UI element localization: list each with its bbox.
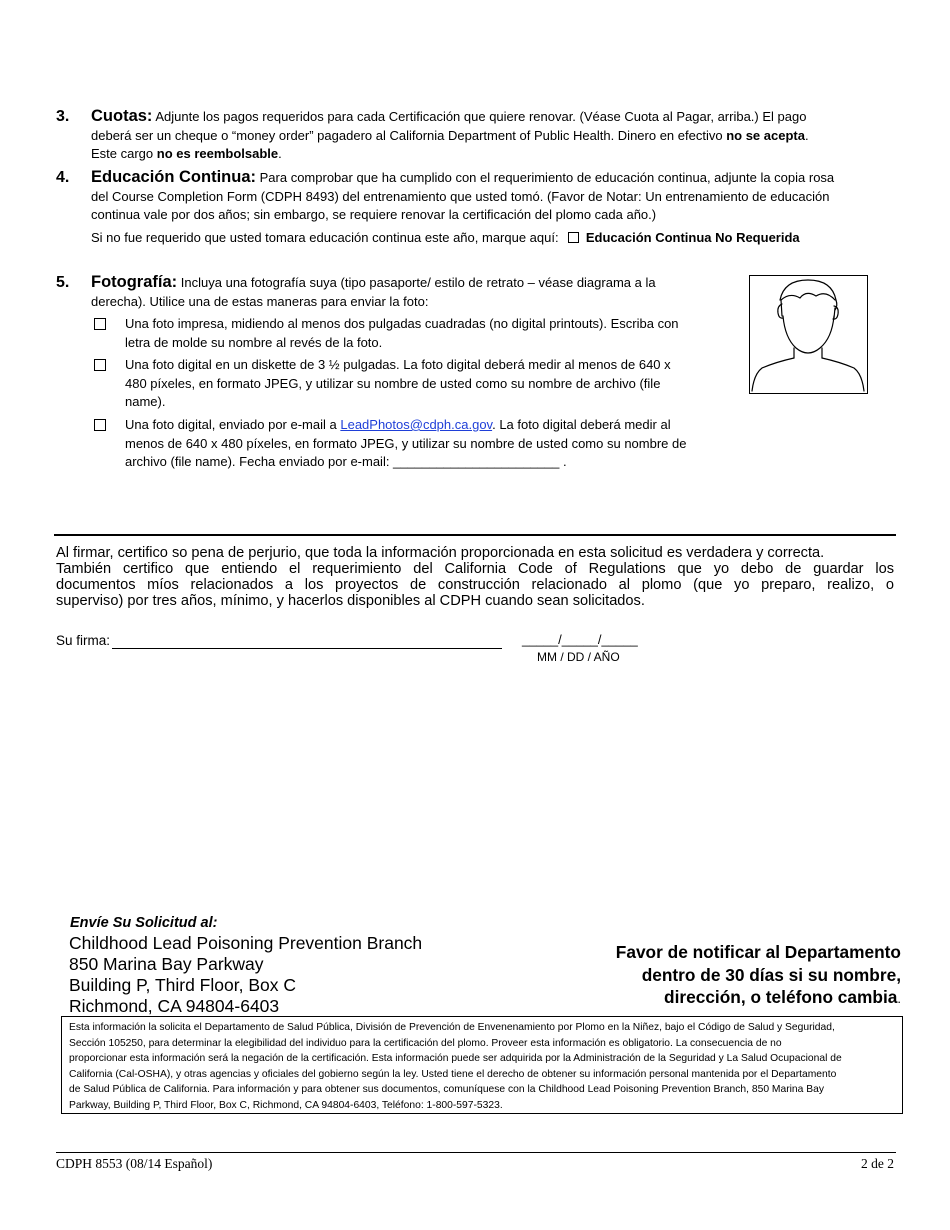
change-notice	[560, 941, 901, 1011]
photo-option-diskette-line-1: Una foto digital en un diskette de 3 ½ pulgadas. La foto digital deberá medir al menos de 640 x	[125, 357, 671, 372]
ce-not-required-label: Educación Continua No Requerida	[585, 230, 800, 245]
certification-line-4: superviso) por tres años, mínimo, y hacerlos disponibles al CDPH cuando sean solicitados.	[56, 593, 645, 609]
certification-line-3: documentos míos relacionados a los proyectos de construcción relacionado al plomo (que yo preparo, realizo, o	[56, 577, 894, 593]
photo-email-link[interactable]: LeadPhotos@cdph.ca.gov	[340, 417, 493, 432]
portrait-icon	[750, 276, 866, 392]
privacy-line-1: Esta información la solicita el Departamento de Salud Pública, División de Prevención de Envenenamiento por Plomo en la Niñez, bajo el Código de Salud y Seguridad,	[69, 1022, 835, 1033]
certification-statement	[56, 545, 894, 609]
address-line-4: Richmond, CA 94804-6403	[69, 996, 280, 1016]
section-5-text-2: derecha). Utilice una de estas maneras para enviar la foto:	[91, 293, 429, 309]
section-5-title: Fotografía:	[91, 273, 178, 291]
address-line-1: Childhood Lead Poisoning Prevention Branch	[69, 933, 423, 953]
photo-option-email-checkbox[interactable]	[94, 419, 106, 431]
footer-rule	[56, 1152, 896, 1153]
change-notice-line-3: dirección, o teléfono cambia	[664, 987, 898, 1007]
photo-option-email-line-3: archivo (file name). Fecha enviado por e-mail: _______________________ .	[125, 454, 567, 469]
photo-option-printed-line-1: Una foto impresa, midiendo al menos dos pulgadas cuadradas (no digital printouts). Escriba con	[125, 316, 679, 331]
privacy-line-6: Parkway, Building P, Third Floor, Box C, Richmond, CA 94804-6403, Teléfono: 1-800-597-5323.	[69, 1099, 503, 1111]
section-4-number: 4.	[56, 169, 70, 186]
section-4-text-2: del Course Completion Form (CDPH 8493) del entrenamiento que usted tomó. (Favor de Notar: Un entrenamiento de educación	[91, 188, 830, 204]
section-divider	[54, 534, 896, 536]
photo-option-printed	[125, 315, 679, 352]
section-3-text-2a: deberá ser un cheque o “money order” pagadero al California Department of Public Health. Dinero en efectivo	[91, 127, 727, 143]
ce-question: Si no fue requerido que usted tomara educación continua este año, marque aquí:	[91, 230, 559, 245]
signature-field[interactable]	[112, 633, 502, 649]
privacy-notice	[69, 1020, 842, 1113]
ce-not-required-checkbox[interactable]	[568, 232, 579, 243]
change-notice-line-1: Favor de notificar al Departamento	[615, 942, 901, 962]
section-5-text-1: Incluya una fotografía suya (tipo pasaporte/ estilo de retrato – véase diagrama a la	[180, 275, 656, 290]
photo-option-diskette-checkbox[interactable]	[94, 359, 106, 371]
section-3-text-1: Adjunte los pagos requeridos para cada Certificación que quiere renovar. (Véase Cuota al Pagar, arriba.) El pago	[155, 109, 807, 124]
photo-option-printed-line-2: letra de molde su nombre al revés de la foto.	[125, 334, 383, 350]
section-4-block	[91, 168, 896, 225]
date-caption: MM / DD / AÑO	[537, 650, 620, 664]
section-3-title: Cuotas:	[91, 107, 153, 125]
certification-line-1: Al firmar, certifico so pena de perjurio, que toda la información proporcionada en esta solicitud es verdadera y correcta.	[56, 545, 825, 561]
section-3-block	[91, 107, 896, 164]
privacy-line-5: de Salud Pública de California. Para información y para obtener sus documentos, comuníquese con la Childhood Lead Poisoning Prevention Branch, 850 Marina Bay	[69, 1084, 824, 1095]
section-3-text-2c: .	[804, 127, 809, 143]
photo-option-email-line-2: menos de 640 x 480 píxeles, en formato JPEG, y utilizar su nombre de usted como su nombre de	[125, 435, 687, 451]
address-line-2: 850 Marina Bay Parkway	[69, 954, 264, 974]
photo-option-diskette-line-2: 480 píxeles, en formato JPEG, y utilizar su nombre de usted como su nombre de archivo (file	[125, 375, 661, 391]
date-field[interactable]: _____/_____/_____	[522, 632, 638, 647]
signature-label: Su firma:	[56, 633, 111, 648]
section-4-text-1: Para comprobar que ha cumplido con el requerimiento de educación continua, adjunte la copia rosa	[259, 170, 835, 185]
privacy-line-4: California (Cal-OSHA), y otras agencias y oficiales del gobierno según la ley. Usted tiene el derecho de obtener su información personal mantenida por el Departamento	[69, 1068, 837, 1080]
change-notice-period: .	[897, 991, 901, 1006]
address-heading: Envíe Su Solicitud al:	[70, 915, 218, 931]
change-notice-line-2: dentro de 30 días si su nombre,	[641, 964, 901, 985]
page-number: 2 de 2	[861, 1156, 894, 1171]
privacy-line-3: proporcionar esta información será la negación de la certificación. Esta información puede ser adquirida por la Administración de la Seguridad y La Salud Ocupacional de	[69, 1053, 842, 1064]
mailing-address	[69, 933, 422, 1017]
photo-option-diskette-line-3: name).	[125, 394, 166, 409]
address-line-3: Building P, Third Floor, Box C	[69, 975, 296, 995]
certification-line-2: También certifico que entiendo el requerimiento del California Code of Regulations que yo debo de guardar los	[56, 561, 894, 577]
privacy-line-2: Sección 105250, para determinar la elegibilidad del individuo para la certificación del plomo. Proveer esta información es obligatorio. La consecuencia de no	[69, 1037, 782, 1049]
photo-option-email-line-1a: Una foto digital, enviado por e-mail a	[125, 417, 341, 432]
section-5-number: 5.	[56, 274, 70, 291]
photo-option-email-line-1b: . La foto digital deberá medir al	[492, 417, 671, 432]
section-3-text-3c: .	[278, 146, 282, 161]
section-3-text-2b: no se acepta	[726, 127, 805, 143]
section-3-number: 3.	[56, 108, 70, 125]
section-4-title: Educación Continua:	[91, 168, 256, 186]
photo-option-printed-checkbox[interactable]	[94, 318, 106, 330]
photo-option-diskette	[125, 356, 671, 412]
section-4-text-3: continua vale por dos años; sin embargo, se requiere renovar la certificación del plomo cada año.)	[91, 207, 657, 222]
ce-not-required-row	[91, 229, 800, 248]
photo-option-email	[125, 416, 686, 472]
portrait-diagram	[749, 275, 868, 394]
section-5-block	[91, 273, 741, 311]
privacy-notice-box	[61, 1016, 903, 1114]
form-identifier: CDPH 8553 (08/14 Español)	[56, 1156, 213, 1171]
section-3-text-3a: Este cargo	[91, 146, 157, 161]
section-3-text-3b: no es reembolsable	[156, 146, 279, 161]
